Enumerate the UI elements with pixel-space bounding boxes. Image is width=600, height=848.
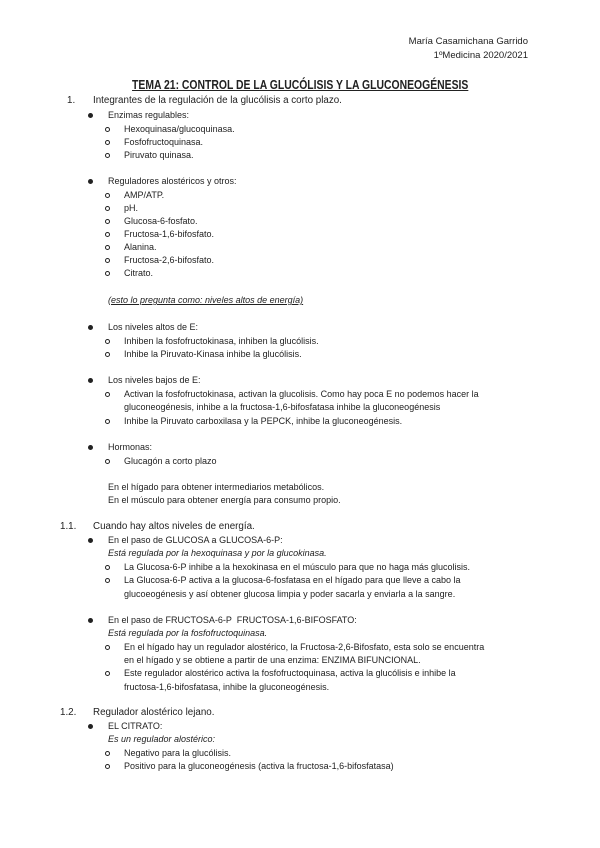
list-item: AMP/ATP. — [124, 190, 165, 200]
list-item: Citrato. — [124, 268, 154, 278]
exam-note: (esto lo pregunta como: niveles altos de energía) — [108, 295, 304, 305]
sub-bullet-icon — [105, 671, 110, 676]
bullet-subtitle: Está regulada por la hexoquinasa y por la glucokinasa. — [108, 548, 327, 558]
list-item-continuation: gluconeogénesis, inhibe a la fructosa-1,6-bifosfatasa inhibe la gluconeogénesis — [124, 402, 441, 412]
bullet-icon — [88, 538, 93, 543]
bullet-label: Los niveles bajos de E: — [108, 375, 201, 385]
bullet-subtitle: Es un regulador alostérico: — [108, 734, 216, 744]
list-item: Inhiben la fosfofructokinasa, inhiben la glucólisis. — [124, 336, 319, 346]
list-item: Fructosa-2,6-bifosfato. — [124, 255, 215, 265]
sub-bullet-icon — [105, 127, 110, 132]
paragraph-line: En el hígado para obtener intermediarios metabólicos. — [108, 482, 325, 492]
list-item: La Glucosa-6-P inhibe a la hexokinasa en el músculo para que no haga más glucolisis. — [124, 562, 471, 572]
list-item-continuation: fructosa-1,6-bifosfatasa, inhibe la gluconeogénesis. — [124, 682, 330, 692]
sub-bullet-icon — [105, 219, 110, 224]
bullet-label: Enzimas regulables: — [108, 110, 190, 120]
section-number: 1. — [67, 95, 76, 106]
bullet-icon — [88, 724, 93, 729]
sub-bullet-icon — [105, 271, 110, 276]
list-item: Inhibe la Piruvato carboxilasa y la PEPCK, inhibe la gluconeogénesis. — [124, 416, 403, 426]
list-item: En el hígado hay un regulador alostérico, la Fructosa-2,6-Bifosfato, esta solo se encuentra — [124, 642, 485, 652]
bullet-label: Hormonas: — [108, 442, 153, 452]
list-item: La Glucosa-6-P activa a la glucosa-6-fosfatasa en el hígado para que lleve a cabo la — [124, 575, 461, 585]
sub-bullet-icon — [105, 565, 110, 570]
sub-bullet-icon — [105, 392, 110, 397]
sub-bullet-icon — [105, 352, 110, 357]
list-item: Negativo para la glucólisis. — [124, 748, 232, 758]
list-item: Glucagón a corto plazo — [124, 456, 217, 466]
sub-bullet-icon — [105, 245, 110, 250]
bullet-label: Los niveles altos de E: — [108, 322, 199, 332]
sub-bullet-icon — [105, 232, 110, 237]
bullet-subtitle: Está regulada por la fosfofructoquinasa. — [108, 628, 268, 638]
sub-bullet-icon — [105, 206, 110, 211]
list-item: Positivo para la gluconeogénesis (activa la fructosa-1,6-bifosfatasa) — [124, 761, 394, 771]
sub-bullet-icon — [105, 578, 110, 583]
bullet-label: Reguladores alostéricos y otros: — [108, 176, 237, 186]
bullet-icon — [88, 113, 93, 118]
list-item: Fructosa-1,6-bifosfato. — [124, 229, 215, 239]
list-item: Activan la fosfofructokinasa, activan la glucolisis. Como hay poca E no podemos hacer la — [124, 389, 479, 399]
sub-bullet-icon — [105, 645, 110, 650]
list-item: Este regulador alostérico activa la fosfofructoquinasa, activa la glucólisis e inhibe la — [124, 668, 456, 678]
sub-bullet-icon — [105, 764, 110, 769]
course-label: 1ºMedicina 2020/2021 — [433, 50, 528, 61]
paragraph-line: En el músculo para obtener energía para consumo propio. — [108, 495, 341, 505]
sub-bullet-icon — [105, 153, 110, 158]
bullet-label: En el paso de FRUCTOSA-6-P FRUCTOSA-1,6-BIFOSFATO: — [108, 615, 357, 625]
sub-bullet-icon — [105, 751, 110, 756]
author-name: María Casamichana Garrido — [408, 36, 528, 47]
sub-bullet-icon — [105, 193, 110, 198]
bullet-icon — [88, 618, 93, 623]
list-item: pH. — [124, 203, 139, 213]
bullet-icon — [88, 325, 93, 330]
section-heading: Regulador alostérico lejano. — [93, 707, 215, 718]
bullet-icon — [88, 378, 93, 383]
section-heading: Integrantes de la regulación de la glucólisis a corto plazo. — [93, 95, 342, 106]
list-item: Hexoquinasa/glucoquinasa. — [124, 124, 235, 134]
section-number: 1.1. — [60, 521, 77, 532]
page-title: TEMA 21: CONTROL DE LA GLUCÓLISIS Y LA GLUCONEOGÉNESIS — [131, 77, 469, 92]
list-item-continuation: en el hígado y se obtiene a partir de una enzima: ENZIMA BIFUNCIONAL. — [124, 655, 421, 665]
bullet-label: En el paso de GLUCOSA a GLUCOSA-6-P: — [108, 535, 283, 545]
section-heading: Cuando hay altos niveles de energía. — [93, 521, 255, 532]
list-item: Alanina. — [124, 242, 157, 252]
list-item: Fosfofructoquinasa. — [124, 137, 204, 147]
sub-bullet-icon — [105, 339, 110, 344]
list-item: Inhibe la Piruvato-Kinasa inhibe la glucólisis. — [124, 349, 302, 359]
sub-bullet-icon — [105, 140, 110, 145]
list-item-continuation: glucoeogénesis y así obtener glucosa limpia y poder sacarla y enviarla a la sangre. — [124, 589, 456, 599]
sub-bullet-icon — [105, 459, 110, 464]
bullet-label: EL CITRATO: — [108, 721, 163, 731]
section-number: 1.2. — [60, 707, 77, 718]
title-block — [0, 76, 600, 94]
bullet-icon — [88, 445, 93, 450]
sub-bullet-icon — [105, 419, 110, 424]
sub-bullet-icon — [105, 258, 110, 263]
list-item: Glucosa-6-fosfato. — [124, 216, 198, 226]
list-item: Piruvato quinasa. — [124, 150, 194, 160]
bullet-icon — [88, 179, 93, 184]
